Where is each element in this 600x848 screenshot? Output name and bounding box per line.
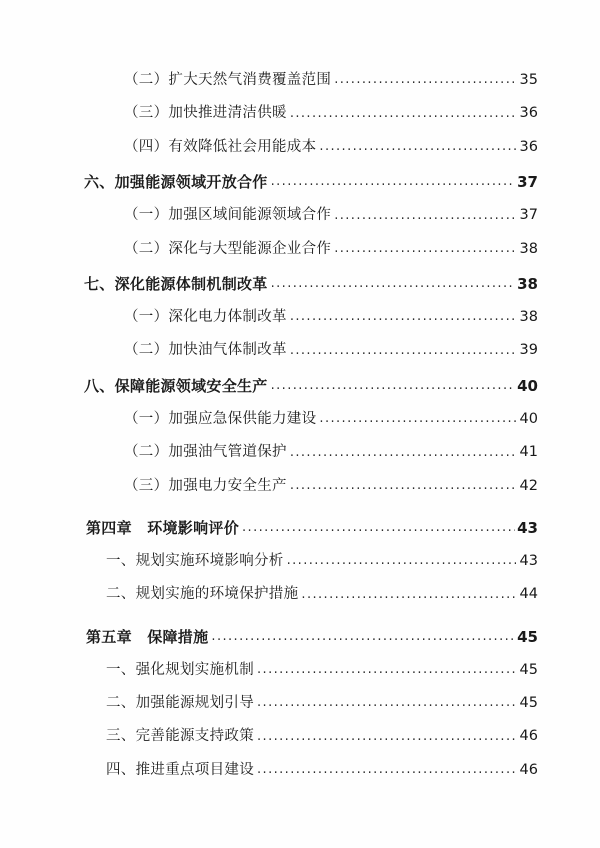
- toc-entry-page-number: 41: [519, 444, 538, 461]
- toc-entry[interactable]: [62, 89, 538, 122]
- toc-entry-page-number: 38: [519, 240, 538, 257]
- toc-entry-page-number: 36: [519, 105, 538, 122]
- toc-entry-title: 第五章 保障措施: [86, 627, 209, 646]
- toc-entry-page-number: 38: [519, 308, 538, 325]
- toc-entry-page-number: 39: [519, 342, 538, 359]
- toc-entry-page-number: 37: [517, 173, 538, 192]
- table-of-contents: [62, 56, 538, 779]
- toc-entry[interactable]: [62, 293, 538, 326]
- toc-entry-title: 三、完善能源支持政策: [106, 728, 254, 745]
- toc-entry[interactable]: [62, 712, 538, 745]
- toc-entry-page-number: 40: [519, 410, 538, 427]
- toc-entry-page-number: 46: [519, 761, 538, 778]
- toc-leader-dots: [290, 310, 516, 326]
- toc-entry-title: 六、加强能源领域开放合作: [84, 173, 268, 192]
- toc-entry[interactable]: [62, 604, 538, 646]
- toc-entry-title: （三）加强电力安全生产: [124, 477, 287, 494]
- toc-leader-dots: [334, 242, 516, 258]
- toc-entry[interactable]: [62, 495, 538, 537]
- toc-leader-dots: [319, 140, 516, 156]
- toc-leader-dots: [257, 763, 516, 779]
- toc-entry-page-number: 42: [519, 477, 538, 494]
- toc-entry[interactable]: [62, 258, 538, 293]
- toc-entry-page-number: 37: [519, 207, 538, 224]
- toc-entry[interactable]: [62, 156, 538, 191]
- toc-leader-dots: [334, 73, 516, 89]
- toc-entry[interactable]: [62, 191, 538, 224]
- toc-entry[interactable]: [62, 326, 538, 359]
- toc-entry-title: 第四章 环境影响评价: [86, 518, 240, 537]
- toc-entry[interactable]: [62, 56, 538, 89]
- toc-leader-dots: [290, 344, 516, 360]
- toc-entry-title: 二、加强能源规划引导: [106, 695, 254, 712]
- toc-entry-title: （二）深化与大型能源企业合作: [124, 240, 332, 257]
- toc-entry[interactable]: [62, 537, 538, 570]
- toc-entry[interactable]: [62, 428, 538, 461]
- toc-leader-dots: [290, 107, 516, 123]
- toc-entry-page-number: 38: [517, 274, 538, 293]
- toc-entry-page-number: 43: [517, 518, 538, 537]
- toc-entry-title: （四）有效降低社会用能成本: [124, 138, 317, 155]
- toc-entry-page-number: 45: [519, 695, 538, 712]
- toc-entry-title: 一、规划实施环境影响分析: [106, 552, 284, 569]
- toc-entry[interactable]: [62, 225, 538, 258]
- toc-entry[interactable]: [62, 395, 538, 428]
- toc-entry-page-number: 45: [517, 627, 538, 646]
- toc-entry[interactable]: [62, 746, 538, 779]
- toc-entry-page-number: 36: [519, 138, 538, 155]
- toc-entry[interactable]: [62, 570, 538, 603]
- toc-entry-title: （二）加强油气管道保护: [124, 444, 287, 461]
- toc-leader-dots: [257, 696, 516, 712]
- toc-entry-page-number: 46: [519, 728, 538, 745]
- toc-entry-page-number: 43: [519, 552, 538, 569]
- toc-entry-title: 四、推进重点项目建设: [106, 761, 254, 778]
- toc-entry[interactable]: [62, 462, 538, 495]
- toc-entry-title: （一）加强应急保供能力建设: [124, 410, 317, 427]
- toc-entry[interactable]: [62, 646, 538, 679]
- toc-leader-dots: [334, 209, 516, 225]
- toc-leader-dots: [319, 412, 516, 428]
- toc-leader-dots: [290, 479, 516, 495]
- toc-entry[interactable]: [62, 679, 538, 712]
- toc-entry-page-number: 44: [519, 586, 538, 603]
- toc-leader-dots: [271, 277, 516, 293]
- toc-entry-title: （二）扩大天然气消费覆盖范围: [124, 72, 332, 88]
- toc-leader-dots: [257, 663, 516, 679]
- toc-entry-title: 二、规划实施的环境保护措施: [106, 586, 299, 603]
- toc-entry-page-number: 45: [519, 661, 538, 678]
- toc-leader-dots: [271, 379, 516, 395]
- toc-entry-page-number: 35: [519, 72, 538, 88]
- toc-entry-title: （一）加强区域间能源领域合作: [124, 207, 332, 224]
- toc-entry[interactable]: [62, 123, 538, 156]
- toc-leader-dots: [242, 521, 515, 537]
- toc-leader-dots: [301, 588, 516, 604]
- toc-leader-dots: [287, 554, 516, 570]
- toc-entry-title: 一、强化规划实施机制: [106, 661, 254, 678]
- toc-entry-title: （三）加快推进清洁供暖: [124, 105, 287, 122]
- toc-entry[interactable]: [62, 360, 538, 395]
- toc-leader-dots: [271, 175, 516, 191]
- toc-entry-title: 七、深化能源体制机制改革: [84, 274, 268, 293]
- toc-entry-title: （一）深化电力体制改革: [124, 308, 287, 325]
- toc-entry-title: （二）加快油气体制改革: [124, 342, 287, 359]
- toc-leader-dots: [211, 630, 515, 646]
- toc-leader-dots: [290, 446, 516, 462]
- toc-entry-title: 八、保障能源领域安全生产: [84, 376, 268, 395]
- toc-entry-page-number: 40: [517, 376, 538, 395]
- toc-leader-dots: [257, 730, 516, 746]
